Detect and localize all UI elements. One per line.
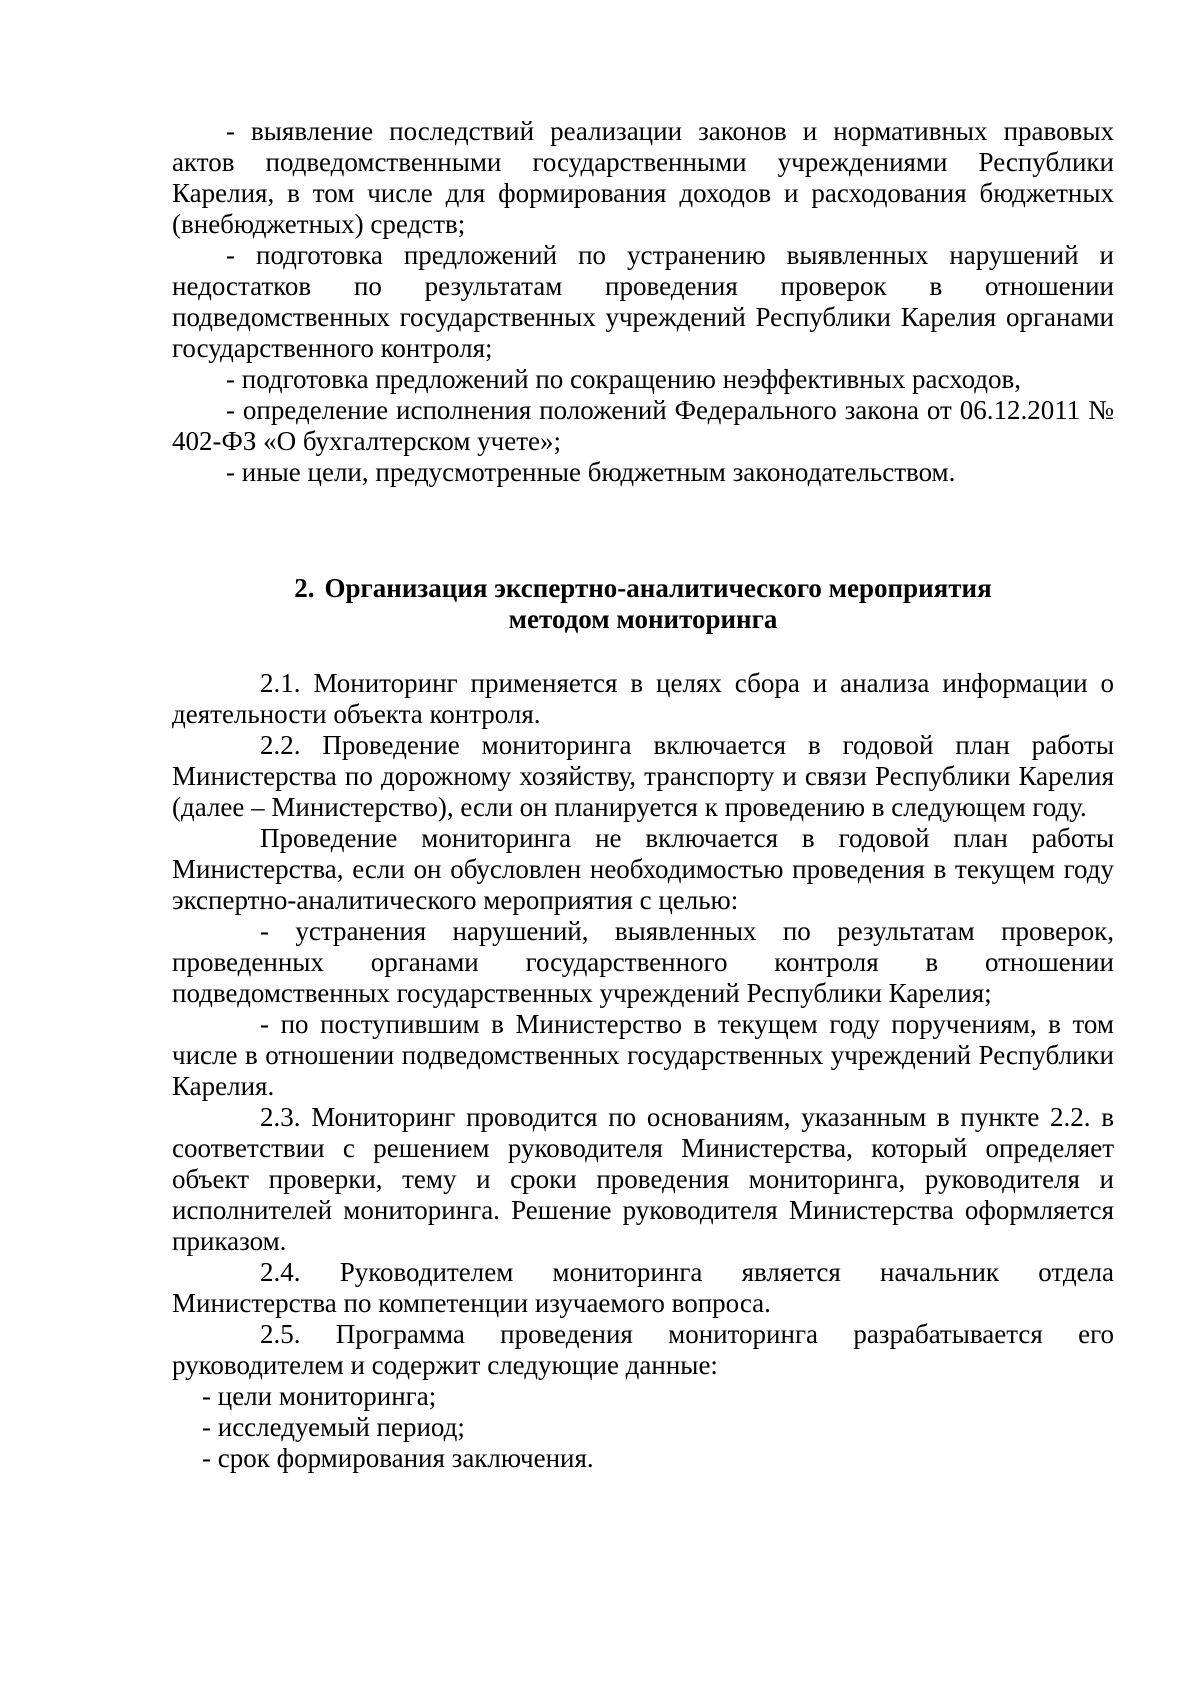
section-body [172, 668, 1114, 1474]
intro-item: - подготовка предложений по устранению выявленных нарушений и недостатков по результатам проведения проверок в отношении подведомственных государственных учреждений Республики Карелия органами государственного контроля; [172, 240, 1114, 363]
paragraph-2-5: 2.5. Программа проведения мониторинга разрабатывается его руководителем и содержит следующие данные: [172, 1319, 1114, 1380]
section-title: Организация экспертно-аналитического мероприятия [324, 573, 992, 603]
paragraph-2-2-item: - по поступившим в Министерство в текущем году поручениям, в том числе в отношении подведомственных государственных учреждений Республики Карелия. [172, 1009, 1114, 1101]
intro-item: - выявление последствий реализации законов и нормативных правовых актов подведомственными государственными учреждениями Республики Карелия, в том числе для формирования доходов и расходования бюджетных (внебюджетных) средств; [172, 116, 1114, 239]
program-item: - исследуемый период; [202, 1412, 465, 1442]
intro-item: - подготовка предложений по сокращению неэффективных расходов, [226, 364, 1022, 394]
paragraph-2-4: 2.4. Руководителем мониторинга является начальник отдела Министерства по компетенции изучаемого вопроса. [172, 1257, 1114, 1318]
paragraph-2-3: 2.3. Мониторинг проводится по основаниям, указанным в пункте 2.2. в соответствии с решением руководителя Министерства, который определяет объект проверки, тему и сроки проведения мониторинга, руководителя и исполнителей мониторинга. Решение руководителя Министерства оформляется приказом. [172, 1102, 1114, 1256]
section-heading-line1 [172, 573, 1114, 604]
paragraph-2-2-item: - устранения нарушений, выявленных по результатам проверок, проведенных органами государственного контроля в отношении подведомственных государственных учреждений Республики Карелия; [172, 916, 1114, 1008]
intro-list [172, 116, 1114, 488]
section-heading-line2: методом мониторинга [508, 604, 778, 634]
intro-item: - иные цели, предусмотренные бюджетным законодательством. [226, 457, 956, 487]
paragraph-2-1: 2.1. Мониторинг применяется в целях сбора и анализа информации о деятельности объекта контроля. [172, 668, 1114, 729]
intro-item: - определение исполнения положений Федерального закона от 06.12.2011 № 402-ФЗ «О бухгалтерском учете»; [172, 395, 1114, 456]
paragraph-2-2: 2.2. Проведение мониторинга включается в годовой план работы Министерства по дорожному хозяйству, транспорту и связи Республики Карелия (далее – Министерство), если он планируется к проведению в следующем году. [172, 730, 1114, 822]
program-item: - цели мониторинга; [202, 1381, 437, 1411]
program-item: - срок формирования заключения. [202, 1443, 594, 1473]
section-heading [172, 573, 1114, 635]
section-number: 2. [294, 573, 315, 603]
paragraph-2-2-exception: Проведение мониторинга не включается в годовой план работы Министерства, если он обусловлен необходимостью проведения в текущем году экспертно-аналитического мероприятия с целью: [172, 823, 1114, 915]
